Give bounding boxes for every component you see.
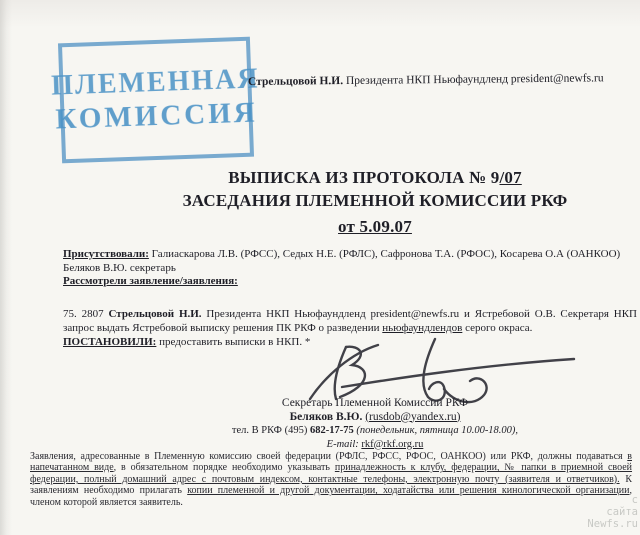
- footnote-paragraph: [30, 451, 632, 508]
- signature-block: [120, 397, 630, 451]
- email-line: [120, 438, 630, 452]
- recipient-details: Президента НКП Ньюфаундленд president@newfs.ru: [343, 72, 604, 88]
- recipient-name: Стрельцовой Н.И.: [247, 75, 344, 89]
- case-number: 75. 2807: [63, 308, 109, 320]
- case-text-a: Президента НКП Ньюфаундленд president@newfs.ru и Ястребовой О.В. Секретаря НКП запрос выдать Ястребовой выписку решения ПК РКФ о разведении: [63, 308, 637, 334]
- case-underlined-word: ньюфаундлендов: [382, 322, 463, 334]
- document-title: [60, 166, 640, 238]
- title-line-1-text: ВЫПИСКА ИЗ ПРОТОКОЛА № 9: [228, 168, 500, 187]
- attendees-section: [63, 248, 637, 289]
- title-line-1: [60, 166, 640, 189]
- title-line-2: ЗАСЕДАНИЯ ПЛЕМЕННОЙ КОМИССИИ РКФ: [182, 191, 568, 210]
- footnote-underline-1: в напечатанном виде: [30, 451, 632, 474]
- scan-edge-shadow-left: [0, 0, 12, 535]
- case-text-b: серого окраса.: [462, 322, 533, 334]
- footnote-text: К заявлениям необходимо прилагать: [30, 473, 632, 497]
- title-date: от 5.09.07: [338, 217, 412, 236]
- signer-name: Беляков В.Ю.: [289, 410, 366, 423]
- phone-number: 682-17-75: [309, 425, 354, 436]
- signer-role: Секретарь Племенной Комиссии РКФ: [281, 397, 469, 409]
- scan-edge-shadow-top: [0, 0, 640, 28]
- footnote-underline-3: копии племенной и другой документации, ходатайства или решения кинологической организации: [187, 485, 630, 497]
- signer-line: [120, 411, 630, 425]
- resolution-label: ПОСТАНОВИЛИ:: [63, 336, 157, 348]
- attendees-label: Присутствовали:: [63, 248, 149, 260]
- footnote-text: , в обязательном порядке необходимо указывать: [113, 462, 335, 474]
- footnote-text: Заявления, адресованные в Племенную комиссию своей федерации (РФЛС, РФСС, РФОС, ОАНКОО) или РКФ, должны подаваться: [30, 451, 628, 462]
- rkf-email: rkf@rkf.org.ru: [361, 438, 424, 450]
- phone-hours: (понедельник, пятница 10.00-18.00),: [353, 425, 519, 436]
- site-watermark: [587, 495, 638, 530]
- title-protocol-number: /07: [499, 168, 522, 187]
- reviewed-applications-label: Рассмотрели заявление/заявления:: [63, 275, 238, 287]
- watermark-line: Newfs.ru: [587, 517, 638, 530]
- signer-personal-email: (rusdob@yandex.ru): [365, 410, 461, 423]
- phone-prefix: тел. В РКФ (495): [231, 425, 310, 436]
- watermark-line: сайта: [606, 505, 638, 518]
- footnote-text: , членом которой является заявитель.: [30, 485, 632, 508]
- phone-line: [120, 424, 630, 438]
- footnote-underline-2: принадлежность к клубу, федерации, № папки в приемной своей федерации, полный домашний адрес с почтовым индексом, контактные телефоны, электронную почту (заявителя и ответчиков).: [30, 462, 633, 485]
- breeding-commission-stamp: [50, 37, 261, 164]
- stamp-line-2: КОМИССИЯ: [54, 96, 259, 136]
- stamp-line-1: ПЛЕМЕННАЯ: [50, 63, 261, 102]
- case-applicant: Стрельцовой Н.И.: [108, 308, 202, 320]
- resolution-text: предоставить выписки в НКП. *: [156, 336, 311, 348]
- recipient-line: [248, 72, 638, 88]
- watermark-line: с: [631, 494, 638, 506]
- attendees-secretary: Беляков В.Ю. секретарь: [63, 261, 176, 274]
- attendees-names: Галиаскарова Л.В. (РФСС), Седых Н.Е. (РФЛС), Сафронова Т.А. (РФОС), Косарева О.А (ОАНКОО): [148, 248, 621, 260]
- email-label: E-mail:: [326, 438, 362, 450]
